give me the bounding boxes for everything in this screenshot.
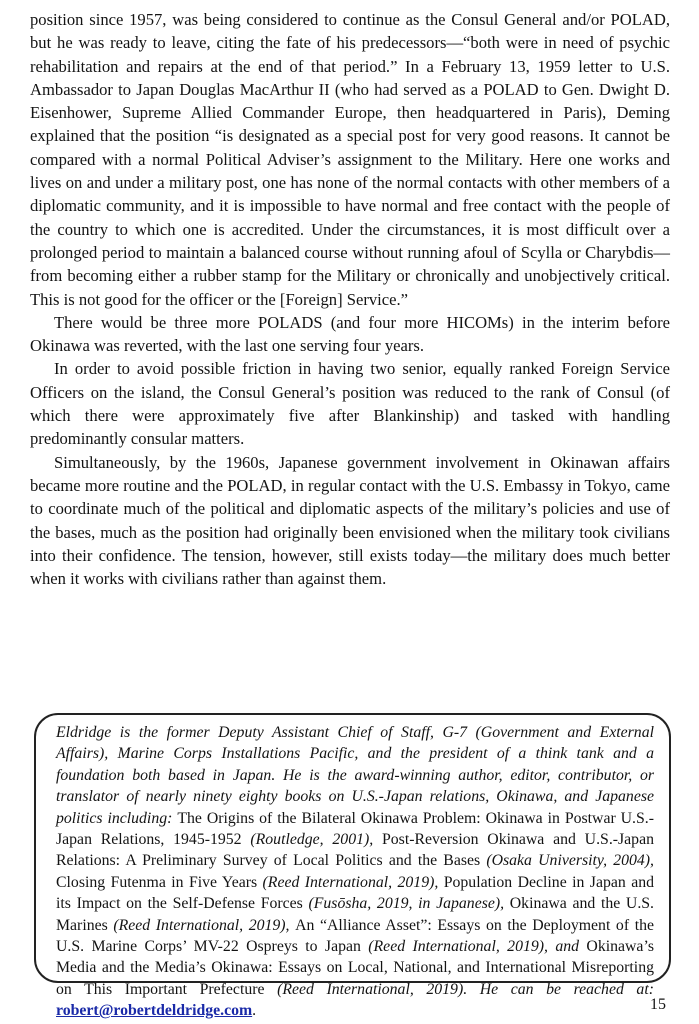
page-number: 15 <box>650 996 666 1013</box>
bio-end: . <box>252 1002 257 1020</box>
publisher-note: (Reed International, 2019). He can be reached at: <box>264 980 654 998</box>
author-bio <box>56 722 654 1022</box>
book-title: An “Alliance Asset”: Essays on the Deployment of the U.S. Marine Corps’ MV-22 Ospreys to Japan <box>56 916 654 956</box>
paragraph: Simultaneously, by the 1960s, Japanese government involvement in Okinawan affairs became more routine and the POLAD, in regular contact with the U.S. Embassy in Tokyo, came to coordinate much of the political and diplomatic aspects of the military’s policies and use of the bases, much as the position had originally been envisioned when the military took civilians into their confidence. The tension, however, still exists today—the military does much better when it works with civilians rather than against them. <box>30 452 670 589</box>
book-title: Okinawa and the U.S. Marines <box>56 895 655 934</box>
email-link[interactable]: robert@robertdeldridge.com <box>56 1002 253 1020</box>
publisher-note: (Routledge, 2001), <box>241 831 382 849</box>
paragraph: position since 1957, was being considered to continue as the Consul General and/or POLAD, but he was ready to leave, citing the fate of his predecessors—“both were in need of psychic rehabilitation and repairs at the end of that period.” In a February 13, 1959 letter to U.S. Ambassador to Japan Douglas MacArthur II (who had served as a POLAD to Gen. Dwight D. Eisenhower, Supreme Allied Commander Europe, then headquartered in Paris), Deming explained that the position “is designated as a special post for very good reasons. It cannot be compared with a normal Political Adviser’s assignment to the Military. Here one works and lives on and under a military post, one has none of the normal contacts with other members of a diplomatic community, and it is impossible to have normal and free contact with the people of the country to which one is accredited. Under the circumstances, it is most difficult over a prolonged period to maintain a balanced course without running afoul of Scylla or Charybdis—from becoming either a rubber stamp for the Military or chronically and unobjectively critical. This is not good for the officer or the [Foreign] Service.” <box>30 10 670 309</box>
publisher-note: (Fusōsha, 2019, in Japanese), <box>302 895 510 913</box>
publisher-note: (Osaka University, 2004), <box>480 852 655 870</box>
publisher-note: (Reed International, 2019), <box>257 873 444 891</box>
book-title: Post-Reversion Okinawa and U.S.-Japan Relations: A Preliminary Survey of Local Politics and the Bases <box>56 831 654 870</box>
publisher-note: (Reed International, 2019), and <box>360 938 587 956</box>
paragraph: In order to avoid possible friction in having two senior, equally ranked Foreign Service Officers on the island, the Consul General’s position was reduced to the rank of Consul (of which there were approximately five after Blankinship) and tasked with handling predominantly consular matters. <box>30 359 670 449</box>
book-title: The Origins of the Bilateral Okinawa Problem: Okinawa in Postwar U.S.-Japan Relations, 1945-1952 <box>56 809 655 849</box>
book-title: Closing Futenma in Five Years <box>56 873 258 891</box>
bio-intro: Eldridge is the former Deputy Assistant Chief of Staff, G-7 (Government and External Affairs), Marine Corps Installations Pacific, and the president of a think tank and a foundation both based in Japan. He is the award-winning author, editor, contributor, or translator of nearly ninety eighty books on U.S.-Japan relations, Okinawa, and Japanese politics including: <box>56 724 654 827</box>
book-title: Population Decline in Japan and its Impact on the Self-Defense Forces <box>56 873 654 913</box>
article-body <box>30 8 670 590</box>
paragraph: There would be three more POLADS (and four more HICOMs) in the interim before Okinawa was reverted, with the last one serving four years. <box>30 312 670 356</box>
book-title: Okinawa’s Media and the Media’s Okinawa: Essays on Local, National, and International Misreporting on This Important Prefecture <box>56 938 654 998</box>
publisher-note: (Reed International, 2019), <box>107 916 296 934</box>
